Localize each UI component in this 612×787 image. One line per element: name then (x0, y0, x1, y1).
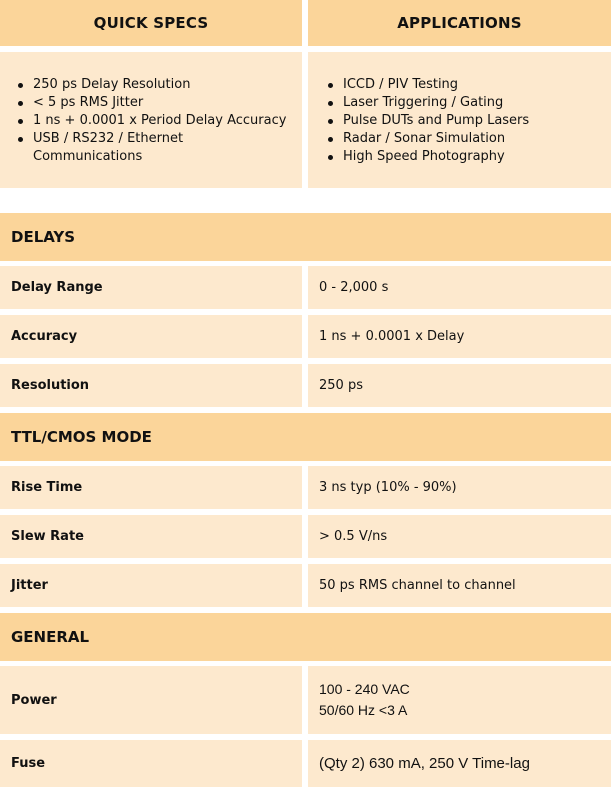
slew-rate-label: Slew Rate (0, 515, 302, 558)
resolution-label: Resolution (0, 364, 302, 407)
rise-time-value: 3 ns typ (10% - 90%) (308, 466, 611, 509)
application-item: Pulse DUTs and Pump Lasers (324, 112, 601, 130)
delay-range-label: Delay Range (0, 266, 302, 309)
fuse-value: (Qty 2) 630 mA, 250 V Time-lag (308, 740, 611, 787)
quick-spec-item: 1 ns + 0.0001 x Period Delay Accuracy (14, 112, 292, 130)
rise-time-label: Rise Time (0, 466, 302, 509)
applications-header (308, 0, 611, 46)
jitter-value: 50 ps RMS channel to channel (308, 564, 611, 607)
power-value-line: 50/60 Hz <3 A (319, 702, 408, 718)
application-item: High Speed Photography (324, 148, 601, 166)
delays-title: DELAYS (11, 228, 76, 246)
application-item: Radar / Sonar Simulation (324, 130, 601, 148)
general-section-header (0, 613, 611, 661)
slew-rate-value: > 0.5 V/ns (308, 515, 611, 558)
jitter-label: Jitter (0, 564, 302, 607)
accuracy-label: Accuracy (0, 315, 302, 358)
quick-spec-item: USB / RS232 / Ethernet Communications (14, 130, 292, 166)
accuracy-value: 1 ns + 0.0001 x Delay (308, 315, 611, 358)
applications-list (308, 52, 611, 188)
ttl-cmos-section-header (0, 413, 611, 461)
application-item: Laser Triggering / Gating (324, 94, 601, 112)
quick-spec-item: 250 ps Delay Resolution (14, 76, 292, 94)
power-value-line: 100 - 240 VAC (319, 681, 410, 697)
general-title: GENERAL (11, 628, 90, 646)
delay-range-value: 0 - 2,000 s (308, 266, 611, 309)
applications-title: APPLICATIONS (397, 14, 522, 32)
quick-specs-list (0, 52, 302, 188)
application-item: ICCD / PIV Testing (324, 76, 601, 94)
resolution-value: 250 ps (308, 364, 611, 407)
quick-specs-title: QUICK SPECS (93, 14, 209, 32)
fuse-label: Fuse (0, 740, 302, 787)
quick-spec-item: < 5 ps RMS Jitter (14, 94, 292, 112)
delays-section-header (0, 213, 611, 261)
ttl-cmos-title: TTL/CMOS MODE (11, 428, 152, 446)
quick-specs-header (0, 0, 302, 46)
power-label: Power (0, 666, 302, 734)
power-value (308, 666, 611, 734)
